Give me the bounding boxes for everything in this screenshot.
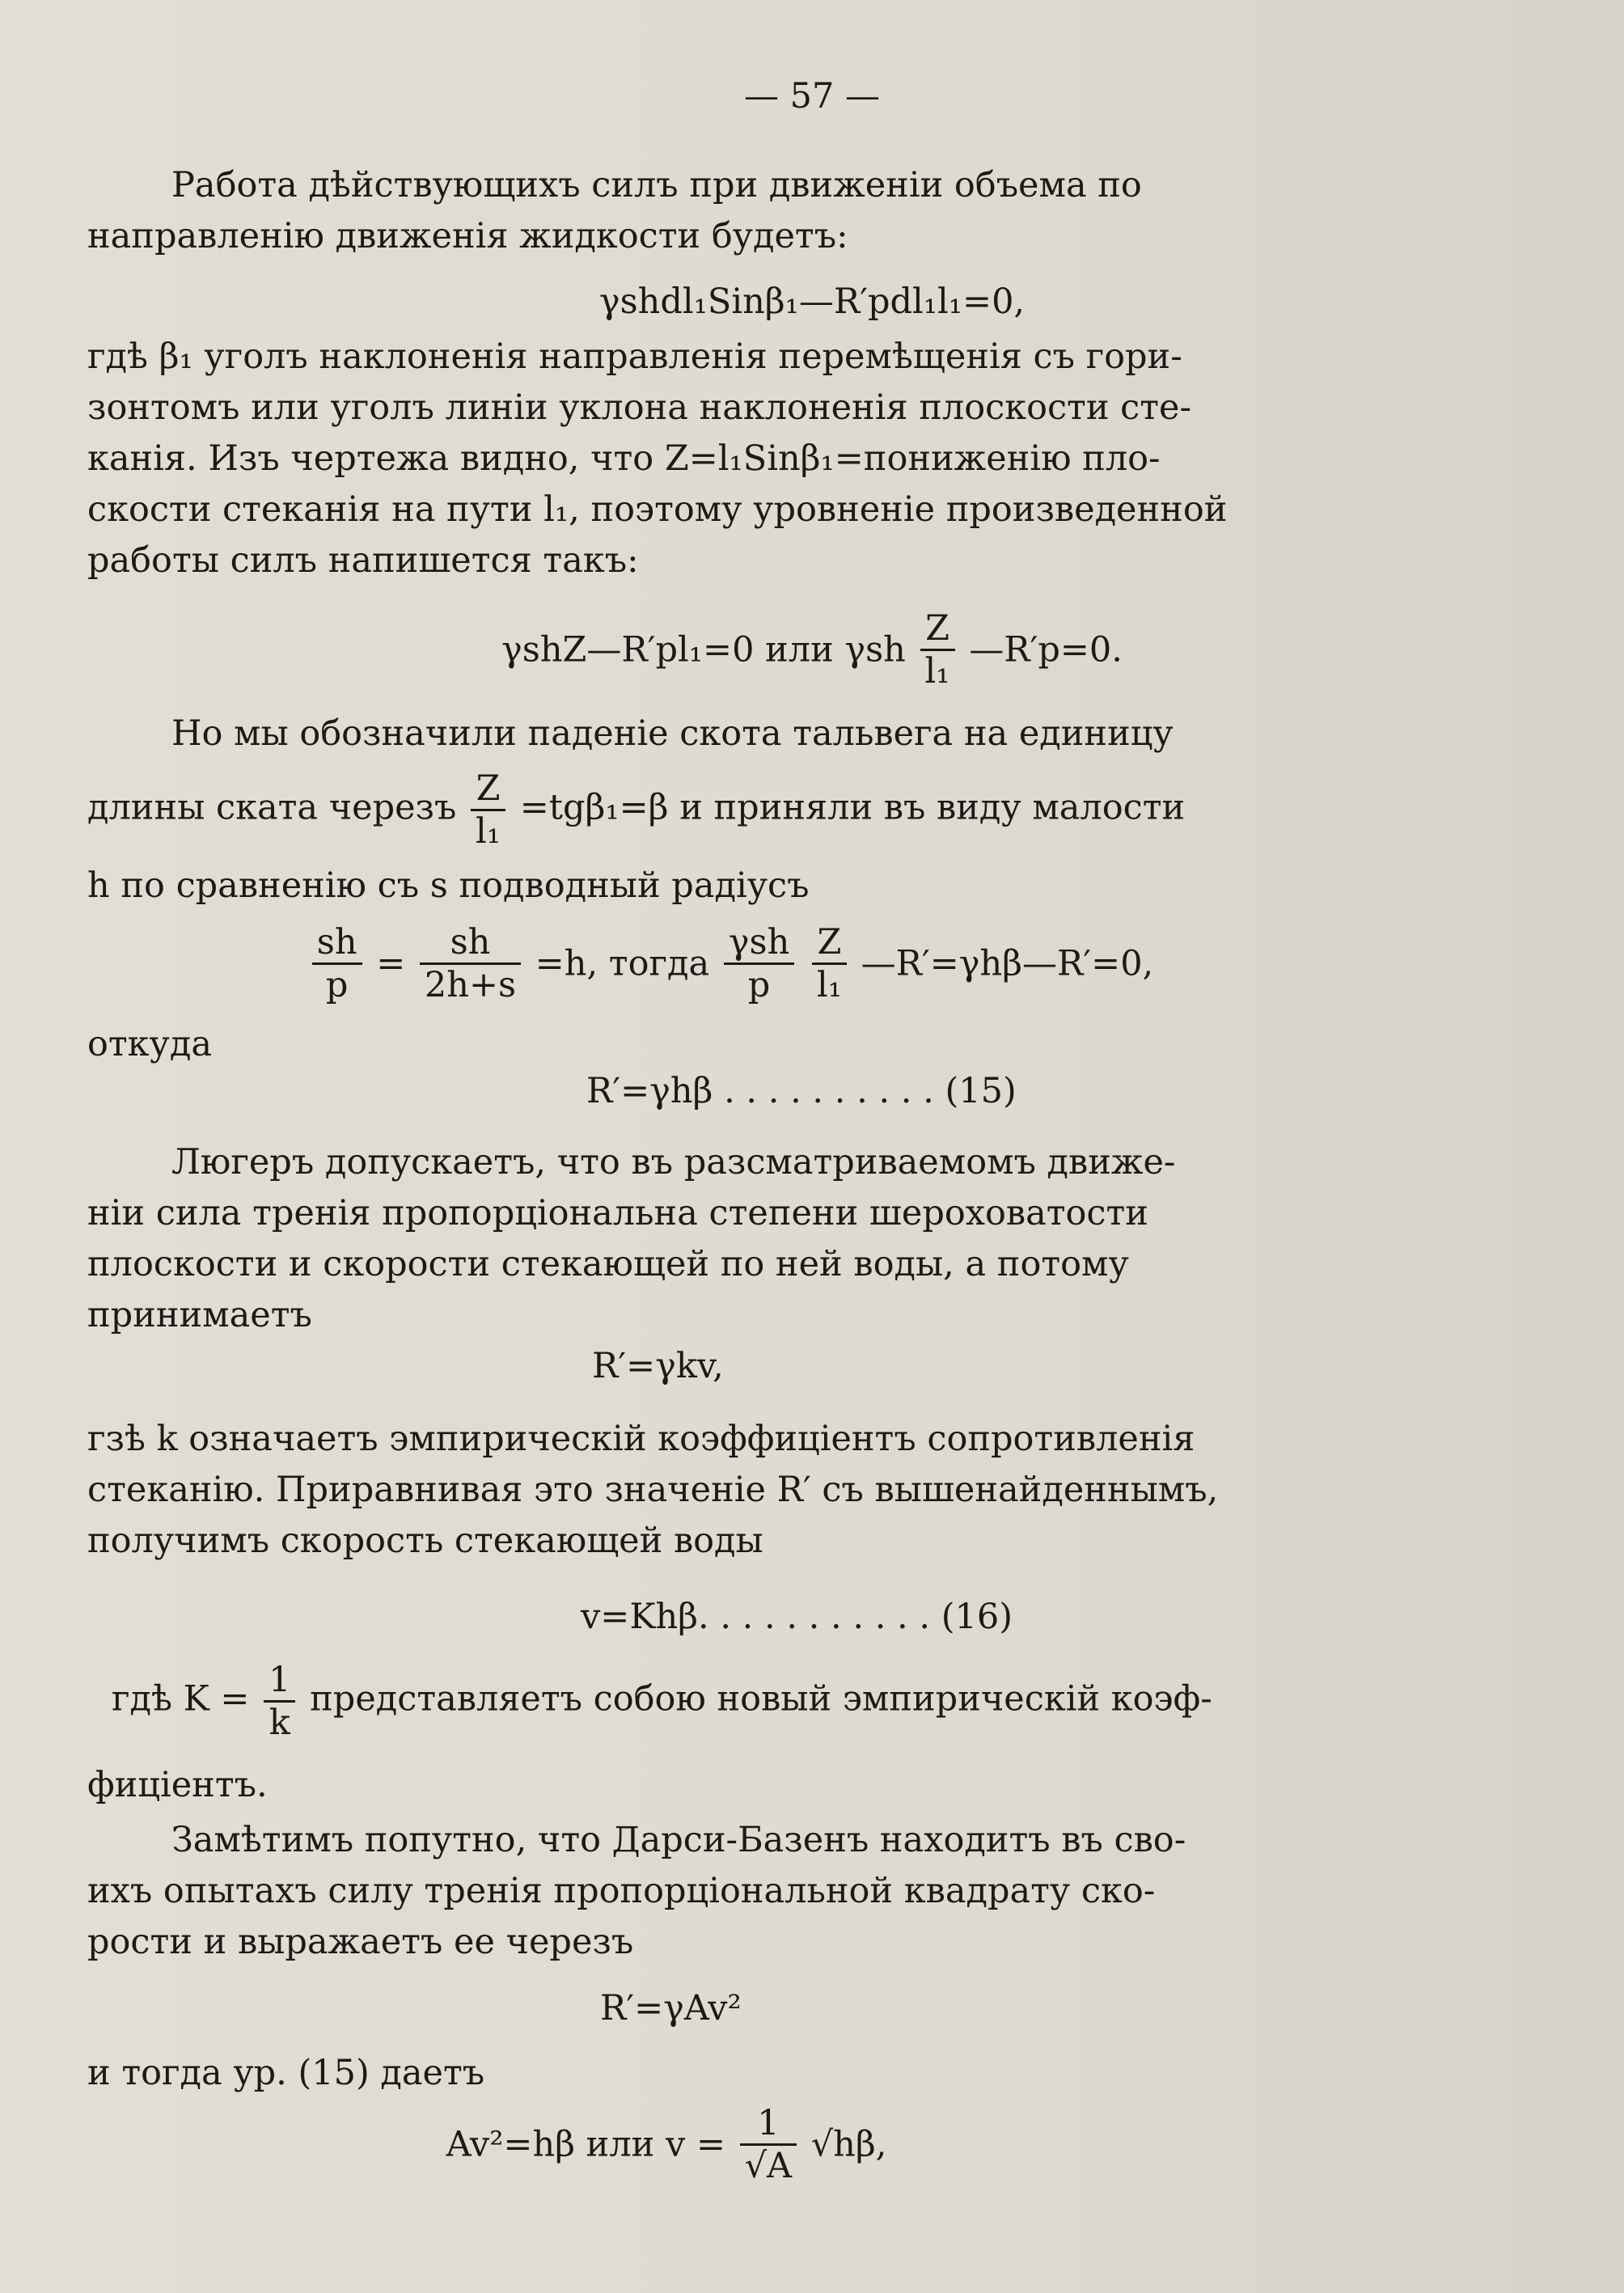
- text-line: получимъ скорость стекающей воды: [87, 1521, 763, 1561]
- fraction-denominator: l₁: [816, 965, 842, 1005]
- fraction-numerator: 1: [264, 1660, 295, 1703]
- page-number: — 57 —: [743, 76, 881, 116]
- text-line: стеканiю. Приравнивая это значенiе R′ съ вышенайденнымъ,: [87, 1470, 1219, 1510]
- text-line: нiи сила тренiя пропорцiональна степени шероховатости: [87, 1193, 1148, 1233]
- fraction-numerator: Z: [920, 608, 955, 651]
- fraction: [264, 1660, 295, 1743]
- paragraph-2: [87, 332, 1252, 586]
- text-line: гзѣ k означаетъ эмпирическiй коэффицiентъ сопротивленiя: [87, 1419, 1195, 1459]
- fraction-numerator: γsh: [724, 922, 794, 965]
- text-line: Работа дѣйствующихъ силъ при движенiи объема по: [171, 165, 1142, 205]
- equation-3: [0, 922, 1543, 1005]
- text-line: скости стеканiя на пути l₁, поэтому уровненiе произведенной: [87, 489, 1228, 530]
- equation-16: v=Khβ. . . . . . . . . . . (16): [581, 1597, 1013, 1637]
- fraction: [740, 2103, 797, 2186]
- text-line: Люгеръ допускаетъ, что въ разсматриваемомъ движе-: [171, 1142, 1176, 1182]
- paragraph-5: [87, 1414, 1252, 1567]
- text-line: направленiю движенiя жидкости будетъ:: [87, 216, 848, 256]
- equals-sign: =: [376, 943, 406, 984]
- paragraph-6: [112, 1660, 1252, 1743]
- eq8-left: Av²=hβ или v =: [446, 2124, 725, 2165]
- fraction-numerator: Z: [471, 768, 505, 811]
- equation-r-prime: R′=γkv,: [592, 1346, 724, 1386]
- paragraph-7: [87, 1815, 1252, 1968]
- fraction-denominator: l₁: [476, 811, 501, 852]
- otkuda-label: откуда: [87, 1024, 212, 1064]
- text-fragment: =tgβ₁=β и приняли въ виду малости: [519, 787, 1186, 828]
- text-line: зонтомъ или уголъ линiи уклона наклоненiя плоскости сте-: [87, 387, 1192, 428]
- eq2-left: γshZ—R′pl₁=0 или γsh: [501, 629, 906, 671]
- text-line: Но мы обозначили паденiе скота тальвега на единицу: [171, 713, 1174, 754]
- equation-2: [0, 608, 1624, 692]
- paragraph-4: [87, 1137, 1252, 1341]
- paragraph-3-line-2: [87, 768, 1252, 852]
- fraction-numerator: 1: [740, 2103, 797, 2146]
- text-fragment: гдѣ K =: [112, 1678, 250, 1720]
- fraction-numerator: sh: [420, 922, 521, 965]
- fraction: [420, 922, 521, 1005]
- fraction: [471, 768, 505, 852]
- text-fragment: длины ската черезъ: [87, 787, 457, 828]
- fraction-numerator: Z: [812, 922, 847, 965]
- text-line: Замѣтимъ попутно, что Дарси-Базенъ находитъ въ сво-: [171, 1820, 1186, 1860]
- fraction-denominator: p: [747, 965, 771, 1005]
- paragraph-3-line-3: [87, 861, 1252, 912]
- text-line: гдѣ β₁ уголъ наклоненiя направленiя перемѣщенiя съ гори-: [87, 336, 1182, 377]
- fraction: [724, 922, 794, 1005]
- fraction: [312, 922, 362, 1005]
- paragraph-8: и тогда ур. (15) даетъ: [87, 2053, 485, 2093]
- eq2-right: —R′p=0.: [969, 629, 1123, 671]
- fraction: [812, 922, 847, 1005]
- text-line: работы силъ напишется такъ:: [87, 540, 639, 581]
- text-line: принимаетъ: [87, 1295, 312, 1335]
- text-line: ихъ опытахъ силу тренiя пропорцiональной квадрату ско-: [87, 1871, 1156, 1911]
- paragraph-3: [87, 709, 1252, 759]
- fraction: [920, 608, 955, 692]
- fraction-denominator: √A: [744, 2146, 793, 2186]
- paragraph-1: [87, 160, 1252, 262]
- eq3-middle: =h, тогда: [535, 943, 710, 984]
- eq3-tail: —R′=γhβ—R′=0,: [861, 943, 1154, 984]
- fraction-denominator: l₁: [924, 651, 950, 692]
- eq8-right: √hβ,: [810, 2124, 887, 2165]
- text-fragment: представляетъ собою новый эмпирическiй коэф-: [310, 1678, 1212, 1720]
- fraction-denominator: 2h+s: [424, 965, 517, 1005]
- equation-darcy: R′=γAv²: [600, 1988, 742, 2029]
- fraction-denominator: k: [269, 1703, 290, 1743]
- text-line: канiя. Изъ чертежа видно, что Z=l₁Sinβ₁=пониженiю пло-: [87, 438, 1161, 479]
- equation-15: R′=γhβ . . . . . . . . . . (15): [586, 1071, 1017, 1111]
- fraction-numerator: sh: [312, 922, 362, 965]
- equation-final: [0, 2103, 1478, 2186]
- text-line: h по сравненiю съ s подводный радiусъ: [87, 865, 810, 906]
- paragraph-6-line-2: фицiентъ.: [87, 1765, 268, 1805]
- text-line: плоскости и скорости стекающей по ней воды, а потому: [87, 1244, 1129, 1284]
- text-line: рости и выражаетъ ее черезъ: [87, 1922, 634, 1962]
- fraction-denominator: p: [325, 965, 349, 1005]
- equation-1: γshdl₁Sinβ₁—R′pdl₁l₁=0,: [598, 281, 1026, 322]
